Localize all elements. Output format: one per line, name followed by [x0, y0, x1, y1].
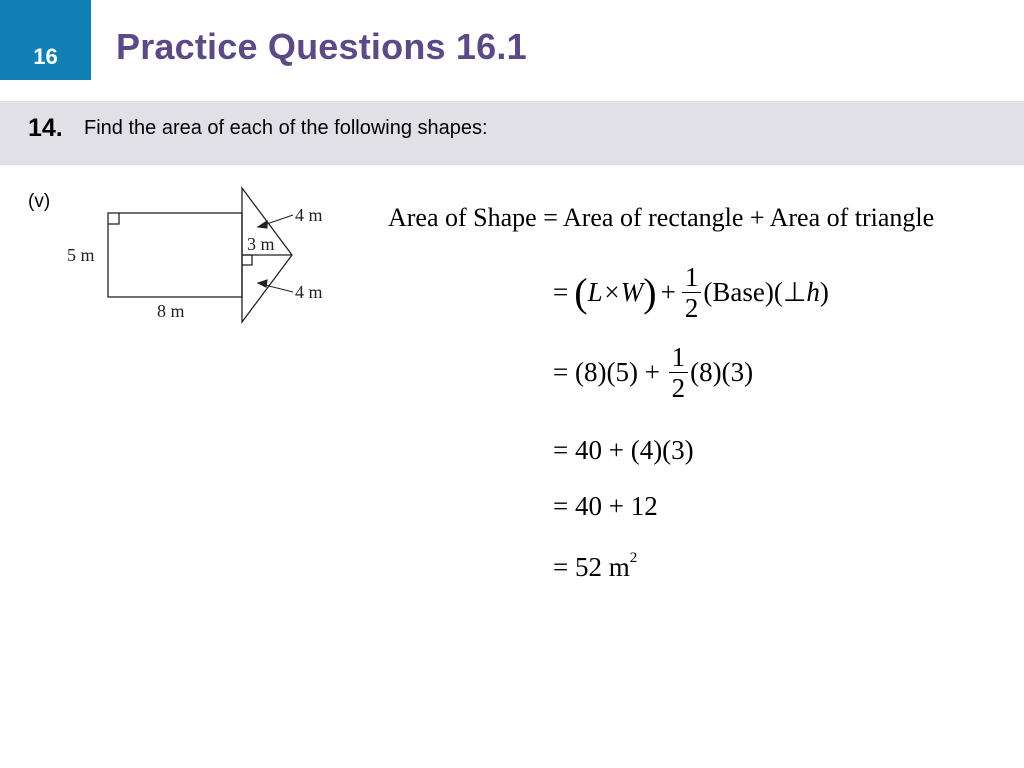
solution-step-3: = 40 + (4)(3)	[553, 435, 694, 465]
question-bar	[0, 101, 1024, 165]
label-bottom-right: 4 m	[295, 282, 323, 302]
equals-sign: =	[553, 277, 569, 307]
label-length: 8 m	[157, 301, 185, 321]
solution-heading: Area of Shape = Area of rectangle + Area of triangle	[388, 203, 935, 232]
solution-step-2	[553, 342, 753, 403]
shape-figure	[55, 180, 355, 330]
question-text: Find the area of each of the following shapes:	[84, 117, 488, 139]
base-height-text: (Base)(⊥	[703, 277, 807, 307]
chapter-number-tab: 16	[0, 0, 91, 80]
final-answer: = 52 m	[553, 552, 630, 582]
solution-step-5	[553, 550, 637, 583]
fraction-denominator: 2	[684, 293, 699, 323]
fraction-numerator: 1	[682, 262, 702, 293]
exponent: 2	[629, 550, 638, 566]
question-number: 14.	[28, 114, 63, 142]
right-angle-marker	[108, 213, 119, 224]
height-variable: h	[806, 277, 820, 307]
right-paren: )	[643, 270, 657, 315]
step-2-rest: (8)(3)	[690, 357, 754, 387]
right-angle-marker-height	[242, 255, 252, 265]
label-height: 3 m	[247, 234, 275, 254]
fraction-half	[682, 262, 702, 323]
length-times-width: L×W	[587, 277, 644, 307]
left-paren: (	[574, 270, 588, 315]
part-label: (v)	[28, 191, 51, 212]
fraction-half-2	[669, 342, 689, 403]
step-2-lead: = (8)(5) +	[553, 357, 667, 387]
fraction-denominator-2: 2	[671, 373, 686, 403]
label-top: 4 m	[295, 205, 323, 225]
page-title: Practice Questions 16.1	[116, 26, 527, 67]
closing-paren: )	[819, 277, 829, 307]
solution-step-1	[553, 262, 829, 323]
solution-step-4: = 40 + 12	[553, 491, 658, 521]
plus-sign: +	[660, 277, 676, 307]
label-width: 5 m	[67, 245, 95, 265]
fraction-numerator-2: 1	[669, 342, 689, 373]
rectangle-shape	[108, 213, 242, 297]
